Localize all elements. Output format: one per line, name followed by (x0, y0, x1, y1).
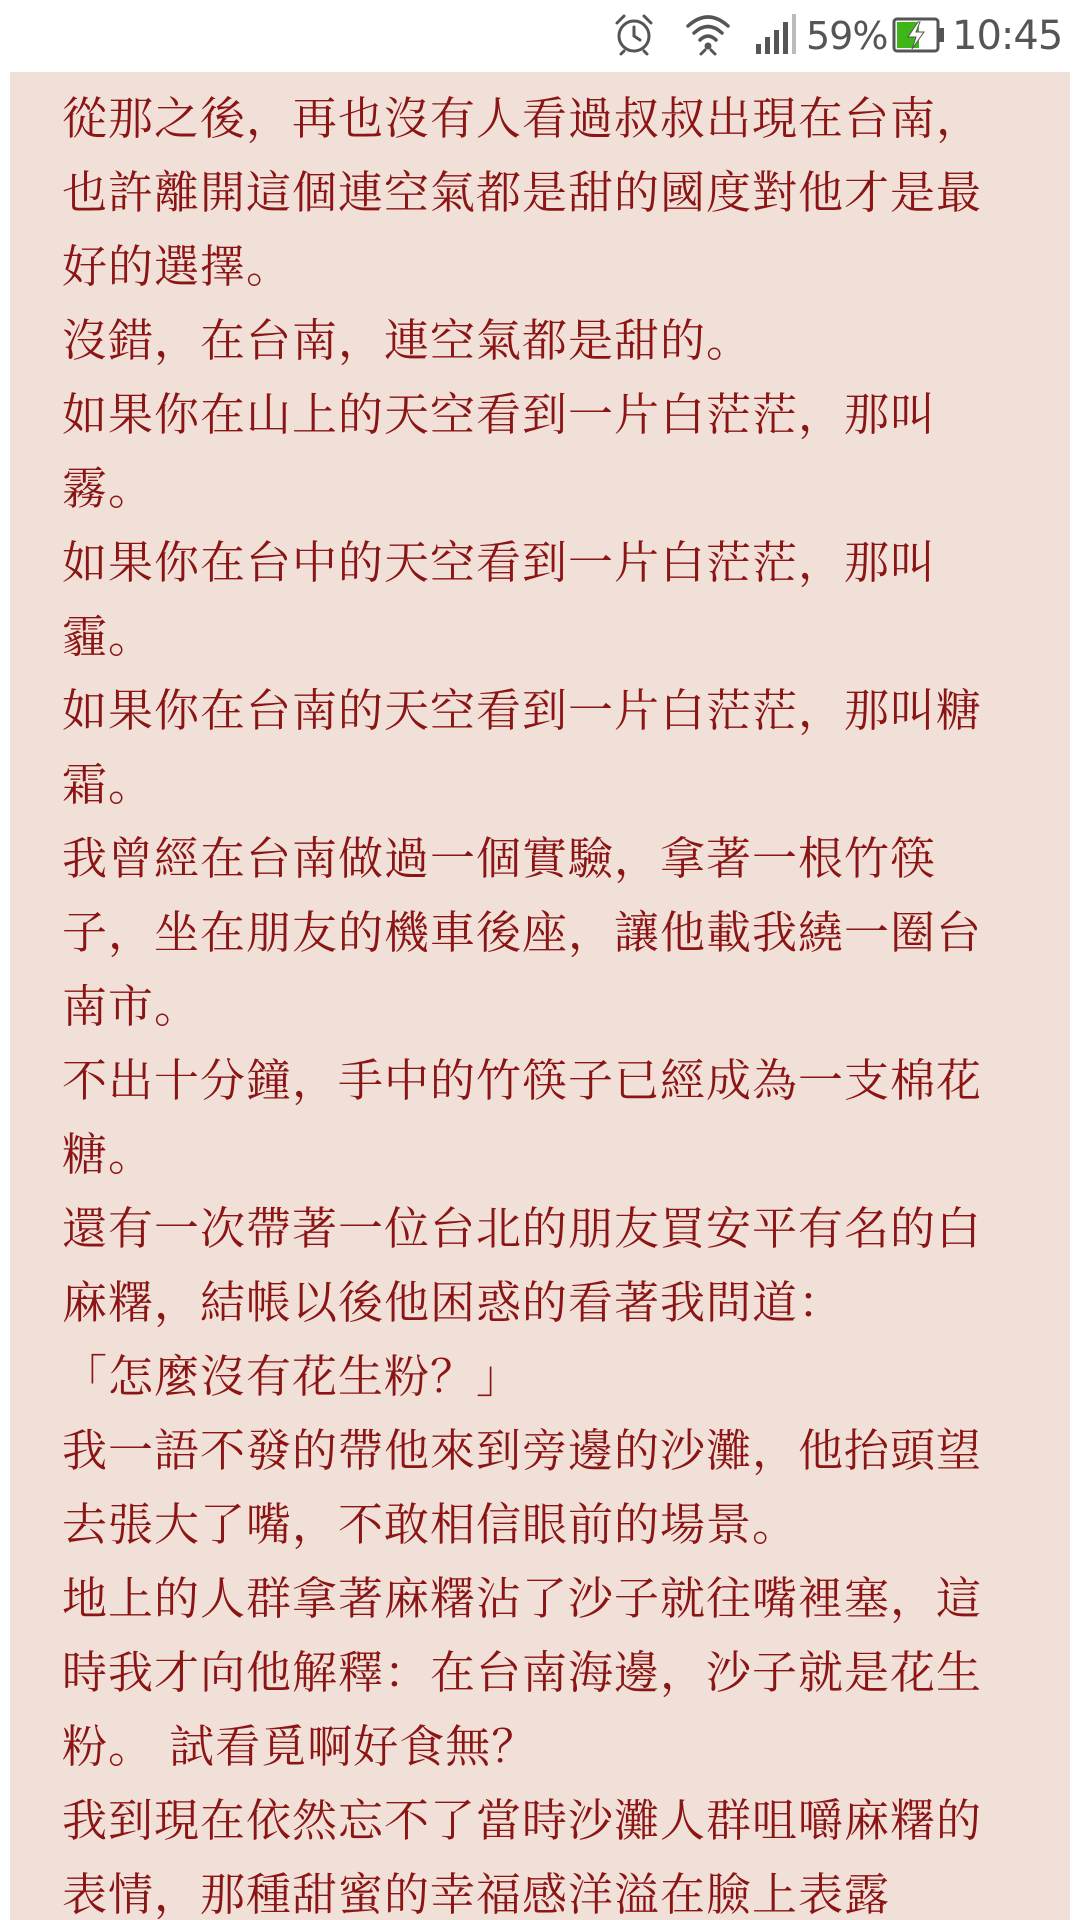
article-text (62, 82, 1022, 1920)
clock-time: 10:45 (952, 13, 1063, 59)
paragraph: 還有一次帶著一位台北的朋友買安平有名的白麻糬，結帳以後他困惑的看著我問道： (62, 1202, 983, 1329)
paragraph: 沒錯，在台南，連空氣都是甜的。 (62, 314, 753, 367)
paragraph: 我一語不發的帶他來到旁邊的沙灘，他抬頭望去張大了嘴，不敢相信眼前的場景。 (62, 1424, 983, 1551)
paragraph: 我到現在依然忘不了當時沙灘人群咀嚼麻糬的表情，那種甜蜜的幸福感洋溢在臉上表露 (62, 1794, 983, 1920)
status-bar (0, 0, 1080, 72)
paragraph: 如果你在台中的天空看到一片白茫茫，那叫霾。 (62, 536, 937, 663)
signal-icon (752, 12, 798, 56)
paragraph: 如果你在山上的天空看到一片白茫茫，那叫霧。 (62, 388, 937, 515)
article-body (10, 72, 1070, 1920)
paragraph: 「怎麼沒有花生粉？」 (62, 1350, 523, 1403)
battery-charging-icon (892, 16, 946, 54)
alarm-icon (612, 12, 656, 56)
battery-percent: 59% (806, 14, 888, 58)
wifi-icon (684, 10, 732, 58)
paragraph: 從那之後，再也沒有人看過叔叔出現在台南，也許離開這個連空氣都是甜的國度對他才是最好的選擇。 (62, 92, 983, 293)
paragraph: 不出十分鐘，手中的竹筷子已經成為一支棉花糖。 (62, 1054, 983, 1181)
paragraph: 地上的人群拿著麻糬沾了沙子就往嘴裡塞，這時我才向他解釋：在台南海邊，沙子就是花生粉。 試看覓啊好食無？ (62, 1572, 983, 1773)
paragraph: 我曾經在台南做過一個實驗，拿著一根竹筷子，坐在朋友的機車後座，讓他載我繞一圈台南市。 (62, 832, 983, 1033)
paragraph: 如果你在台南的天空看到一片白茫茫，那叫糖霜。 (62, 684, 983, 811)
